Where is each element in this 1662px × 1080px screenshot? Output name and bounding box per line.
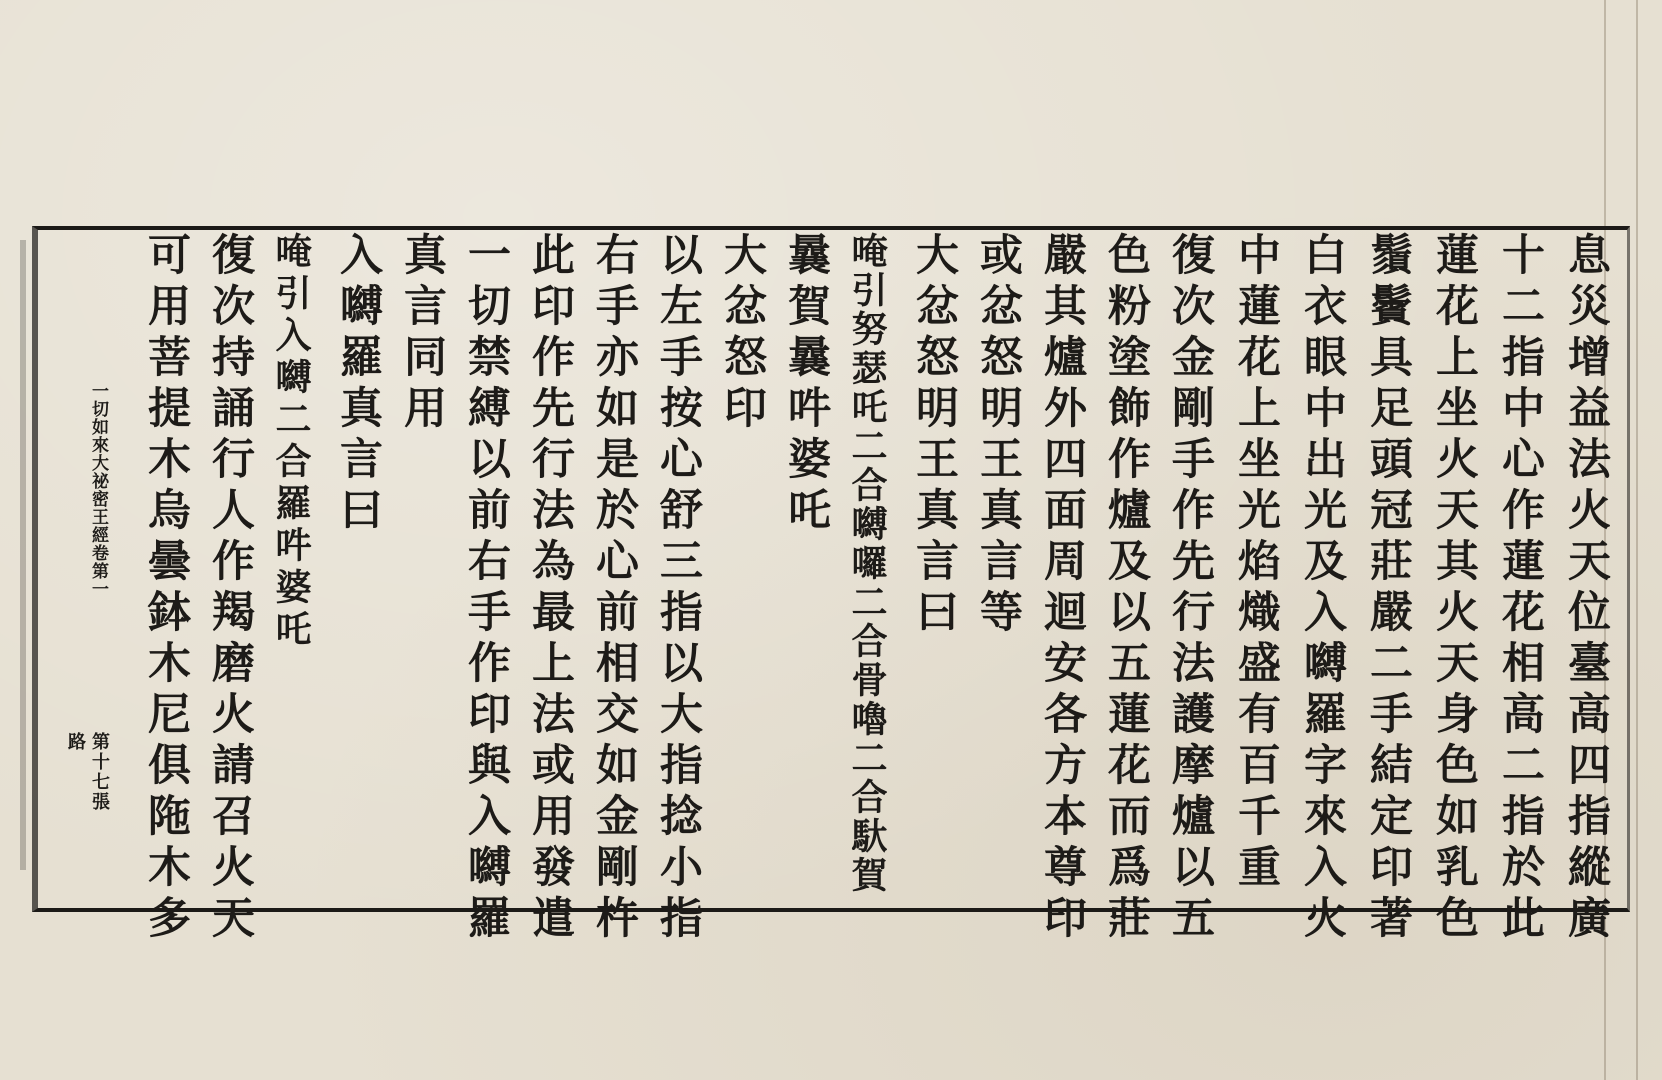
ink-bleed-mark: [20, 240, 26, 870]
page-number: 第十七張: [89, 732, 110, 812]
text-column: 白衣眼中出光及入嚩羅字來入火: [1297, 232, 1347, 946]
text-column: 十二指中心作蓮花相高二指於此: [1495, 232, 1545, 946]
margin-sutra-title: 一切如來大祕密王經卷第一: [88, 382, 108, 598]
text-column: 入嚩羅真言曰: [333, 232, 383, 538]
text-column: 以左手按心舒三指以大指捻小指: [653, 232, 703, 946]
text-column: 復次持誦行人作羯磨火請召火天: [205, 232, 255, 946]
text-column: 復次金剛手作先行法護摩爐以五: [1165, 232, 1215, 946]
text-column: 中蓮花上坐光焰熾盛有百千重: [1231, 232, 1281, 895]
text-column: 蓮花上坐火天其火天身色如乳色: [1429, 232, 1479, 946]
text-column: 一切禁縛以前右手作印與入嚩羅: [461, 232, 511, 946]
text-column: 大忿怒印: [717, 232, 767, 436]
text-column: 唵引努瑟吒二合嚩囉二合骨嚕二合馱賀: [846, 232, 888, 895]
text-column: 真言同用: [397, 232, 447, 436]
text-column: 右手亦如是於心前相交如金剛杵: [589, 232, 639, 946]
text-column: 此印作先行法為最上法或用發遣: [525, 232, 575, 946]
paper-fold-line: [1636, 0, 1638, 1080]
woodblock-text-page: [60, 232, 1626, 946]
text-column: 嚴其爐外四面周迴安各方本尊印: [1037, 232, 1087, 946]
text-column: 大忿怒明王真言曰: [909, 232, 959, 640]
text-column: 曩賀曩吽婆吒: [781, 232, 831, 538]
text-column: 或忿怒明王真言等: [973, 232, 1023, 640]
text-column: 鬚鬢具足頭冠莊嚴二手結定印著: [1363, 232, 1413, 946]
text-column: 色粉塗飾作爐及以五蓮花而爲莊: [1101, 232, 1151, 946]
page-mark: 路: [65, 732, 86, 752]
text-column: 可用菩提木烏曇鉢木尼俱陁木多: [141, 232, 191, 946]
text-column: 唵引入嚩二合羅吽婆吒: [270, 232, 312, 652]
text-column: 息災增益法火天位臺高四指縱廣: [1561, 232, 1611, 946]
